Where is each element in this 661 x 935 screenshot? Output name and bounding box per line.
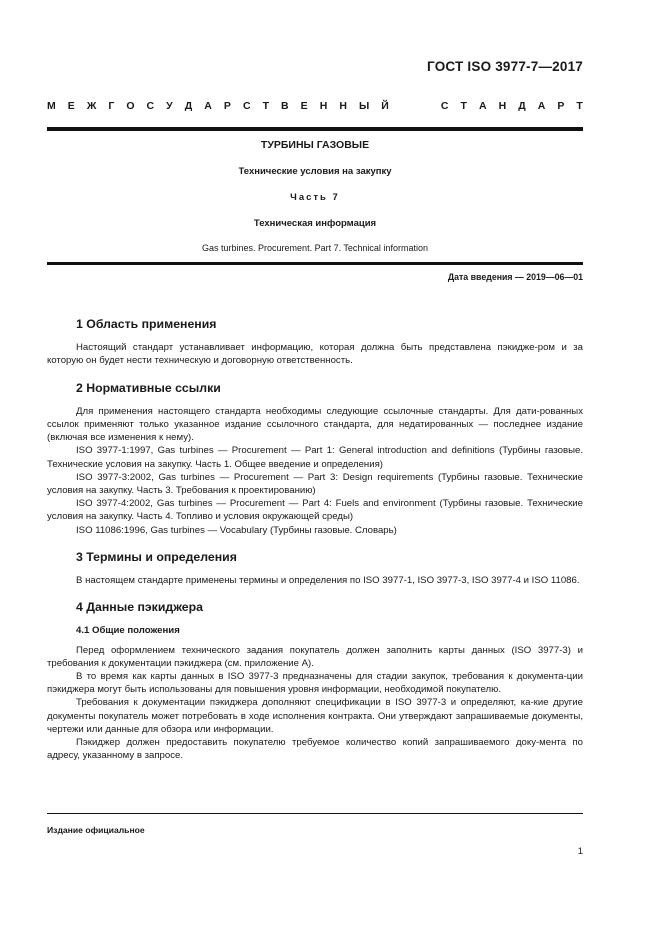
reference-item: ISO 3977-4:2002, Gas turbines — Procurement — Part 4: Fuels and environment (Турбины газовые. Технические условия на закупку. Часть 4. Топливо и условия окружающей среды) bbox=[47, 498, 583, 523]
banner-letter: С bbox=[440, 100, 449, 112]
banner-letter: У bbox=[166, 100, 173, 112]
reference-item: ISO 3977-1:1997, Gas turbines — Procurement — Part 1: General introduction and definitions (Турбины газовые. Технические условия на закупку. Часть 1. Общее введение и определения) bbox=[47, 445, 583, 470]
banner-letter: Т bbox=[262, 100, 269, 112]
banner-letter: Р bbox=[557, 100, 565, 112]
banner-letter: Н bbox=[498, 100, 507, 112]
banner-letter: В bbox=[281, 100, 289, 112]
section-heading: 2 Нормативные ссылки bbox=[76, 380, 221, 395]
header-rule-top bbox=[47, 127, 583, 131]
banner-letter: Д bbox=[184, 100, 193, 112]
section-packager-data bbox=[47, 601, 583, 762]
page-number: 1 bbox=[577, 846, 583, 857]
paragraph: Для применения настоящего стандарта необходимы следующие ссылочные стандарты. Для дати-рованных ссылок применяют только указанное издание ссылочного стандарта, для недатированных — последнее издание (включая все изменения к нему). bbox=[47, 405, 583, 444]
banner-gap bbox=[401, 100, 429, 112]
standard-code: ГОСТ ISO 3977-7—2017 bbox=[427, 59, 583, 74]
banner-letter: Н bbox=[339, 100, 347, 112]
banner-letter: С bbox=[242, 100, 251, 112]
paragraph: Требования к документации пэкиджера дополняют спецификации в ISO 3977-3 и определяют, ка-кие другие документы покупатель может потребовать в ходе исполнения контракта. Они утверждают запрашиваемые документы, чертежи или данные для обзора или информации. bbox=[47, 697, 583, 735]
banner-letter: Е bbox=[300, 100, 308, 112]
section-heading: 3 Термины и определения bbox=[76, 549, 237, 564]
part-label: Часть 7 bbox=[290, 192, 340, 203]
official-edition-label: Издание официальное bbox=[47, 825, 145, 835]
banner-letter: А bbox=[537, 100, 546, 112]
footer-rule bbox=[47, 813, 583, 814]
paragraph: В то время как карты данных в ISO 3977-3 предназначены для стадии закупок, требования к документа-ции пэкиджера могут быть использованы для повышения уровня информации, необходимой покупателю. bbox=[47, 671, 583, 696]
banner-letter: Р bbox=[223, 100, 231, 112]
document-subtitle: Технические условия на закупку bbox=[238, 166, 392, 177]
reference-item: ISO 11086:1996, Gas turbines — Vocabulary (Турбины газовые. Словарь) bbox=[76, 524, 397, 536]
header-rule-bottom bbox=[47, 262, 583, 265]
section-normative-references bbox=[47, 382, 583, 537]
document-title: ТУРБИНЫ ГАЗОВЫЕ bbox=[260, 139, 370, 151]
paragraph: Настоящий стандарт устанавливает информацию, которая должна быть представлена пэкидже-ром и за которую он будет нести техническую и договорную ответственность. bbox=[47, 342, 583, 367]
paragraph: Пэкиджер должен предоставить покупателю требуемое количество копий запрашиваемого доку-мента по адресу, указанному в запросе. bbox=[47, 737, 583, 762]
banner-letter: А bbox=[204, 100, 212, 112]
section-scope bbox=[47, 318, 583, 368]
introduction-date: Дата введения — 2019—06—01 bbox=[447, 272, 583, 282]
banner-letter: М bbox=[47, 100, 56, 112]
section-heading: 1 Область применения bbox=[76, 317, 217, 331]
document-body bbox=[47, 318, 583, 776]
banner-letter: А bbox=[478, 100, 487, 112]
english-title: Gas turbines. Procurement. Part 7. Technical information bbox=[202, 243, 428, 253]
section-terms bbox=[47, 551, 583, 587]
banner-letter: Г bbox=[108, 100, 115, 112]
banner-letter: Н bbox=[319, 100, 328, 112]
paragraph: В настоящем стандарте применены термины и определения по ISO 3977-1, ISO 3977-3, ISO 3977-4 и ISO 11086. bbox=[76, 575, 580, 587]
banner-letter: С bbox=[146, 100, 155, 112]
banner-letter: Д bbox=[518, 100, 526, 112]
banner-letter: Т bbox=[576, 100, 583, 112]
interstate-standard-banner bbox=[47, 100, 583, 112]
banner-letter: Й bbox=[381, 100, 389, 112]
banner-letter: Ы bbox=[358, 100, 370, 112]
reference-item: ISO 3977-3:2002, Gas turbines — Procurement — Part 3: Design requirements (Турбины газовые. Технические условия на закупку. Часть 3. Требования к проектированию) bbox=[47, 471, 583, 497]
paragraph: Перед оформлением технического задания покупатель должен заполнить карты данных (ISO 3977-3) и требования к документации пэкиджера (см. приложение А). bbox=[47, 644, 583, 669]
banner-letter: Е bbox=[67, 100, 75, 112]
part-title: Техническая информация bbox=[253, 218, 377, 229]
banner-letter: О bbox=[126, 100, 135, 112]
section-heading: 4 Данные пэкиджера bbox=[76, 600, 203, 615]
subsection-heading: 4.1 Общие положения bbox=[76, 625, 180, 637]
banner-letter: Т bbox=[460, 100, 467, 112]
banner-letter: Ж bbox=[86, 100, 97, 112]
